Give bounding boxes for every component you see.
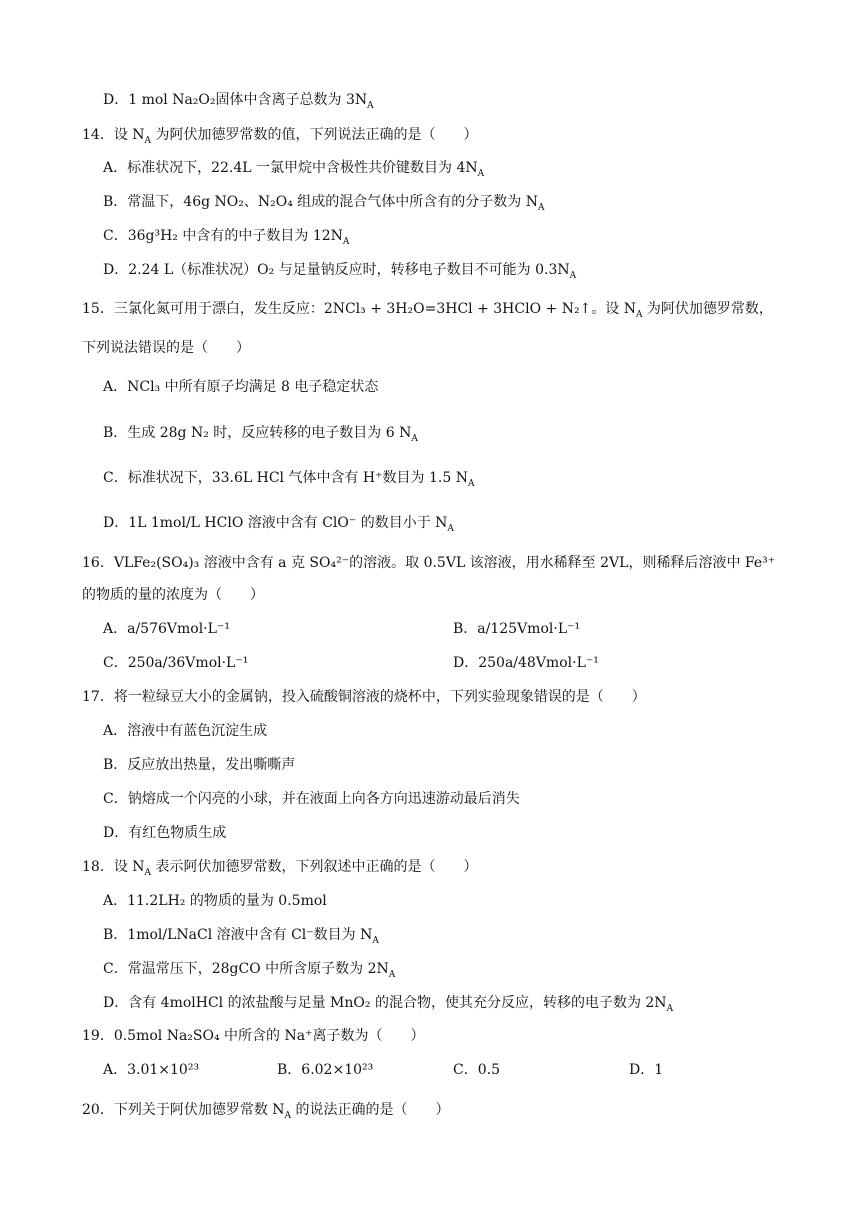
q15-option-c: C．标准状况下，33.6L HCl 气体中含有 H⁺数目为 1.5 $N_A$	[103, 470, 475, 489]
q14-option-a: A．标准状况下，22.4L 一氯甲烷中含极性共价键数目为 $4N_A$	[103, 160, 485, 179]
q15-option-b: B．生成 28g N₂ 时，反应转移的电子数目为 6 $N_A$	[103, 425, 418, 444]
q16-option-c: C．250a/36Vmol·L⁻¹	[103, 655, 249, 671]
q17-option-a: A．溶液中有蓝色沉淀生成	[103, 723, 268, 739]
q13-option-d: D．1 mol Na₂O₂固体中含离子总数为 $3N_A$	[103, 92, 374, 111]
question-17-stem: 17．将一粒绿豆大小的金属钠，投入硫酸铜溶液的烧杯中，下列实验现象错误的是（ ）	[82, 689, 646, 705]
q19-option-b: B．6.02×10²³	[277, 1062, 374, 1078]
q18-option-a: A．11.2LH₂ 的物质的量为 0.5mol	[103, 893, 327, 909]
q19-option-c: C．0.5	[453, 1062, 500, 1078]
q18-option-b: B．1mol/LNaCl 溶液中含有 Cl⁻数目为 $N_A$	[103, 927, 379, 946]
q18-option-d: D．含有 4molHCl 的浓盐酸与足量 MnO₂ 的混合物，使其充分反应，转移的电子数为 $2N_A$	[103, 995, 674, 1014]
question-14-stem: 14．设 $N_A$ 为阿伏加德罗常数的值，下列说法正确的是（ ）	[82, 127, 478, 146]
q14-option-d: D．2.24 L（标准状况）O₂ 与足量钠反应时，转移电子数目不可能为 $0.3N_A$	[103, 262, 577, 281]
question-15-stem: 15．三氯化氮可用于漂白，发生反应：2NCl₃ + 3H₂O=3HCl + 3HClO + N₂↑。设 $N_A$ 为阿伏加德罗常数，	[82, 301, 773, 320]
q19-option-d: D．1	[629, 1062, 664, 1078]
question-16-stem: 16．VLFe₂(SO₄)₃ 溶液中含有 a 克 SO₄²⁻的溶液。取 0.5VL 该溶液，用水稀释至 2VL，则稀释后溶液中 Fe³⁺	[82, 555, 776, 571]
q17-option-c: C．钠熔成一个闪亮的小球，并在液面上向各方向迅速游动最后消失	[103, 791, 520, 807]
q17-option-b: B．反应放出热量，发出嘶嘶声	[103, 757, 296, 773]
question-16-stem-cont: 的物质的量的浓度为（ ）	[82, 587, 264, 603]
q15-option-d: D．1L 1mol/L HClO 溶液中含有 ClO⁻ 的数目小于 $N_A$	[103, 515, 454, 534]
q16-option-a: A．a/576Vmol·L⁻¹	[103, 621, 230, 637]
q14-option-b: B．常温下，46g NO₂、N₂O₄ 组成的混合气体中所含有的分子数为 $N_A$	[103, 194, 545, 213]
q14-option-c: C．36g³H₂ 中含有的中子数目为 $12N_A$	[103, 228, 350, 247]
q15-option-a: A．NCl₃ 中所有原子均满足 8 电子稳定状态	[103, 379, 379, 395]
q16-option-b: B．a/125Vmol·L⁻¹	[453, 621, 581, 637]
question-18-stem: 18．设 $N_A$ 表示阿伏加德罗常数，下列叙述中正确的是（ ）	[82, 859, 478, 878]
question-20-stem: 20．下列关于阿伏加德罗常数 $N_A$ 的说法正确的是（ ）	[82, 1102, 450, 1121]
question-19-stem: 19．0.5mol Na₂SO₄ 中所含的 Na⁺离子数为（ ）	[82, 1028, 425, 1044]
q17-option-d: D．有红色物质生成	[103, 825, 227, 841]
q19-option-a: A．3.01×10²³	[103, 1062, 200, 1078]
question-15-stem-cont: 下列说法错误的是（ ）	[82, 340, 250, 356]
q18-option-c: C．常温常压下，28gCO 中所含原子数为 $2N_A$	[103, 961, 396, 980]
q16-option-d: D．250a/48Vmol·L⁻¹	[453, 655, 599, 671]
